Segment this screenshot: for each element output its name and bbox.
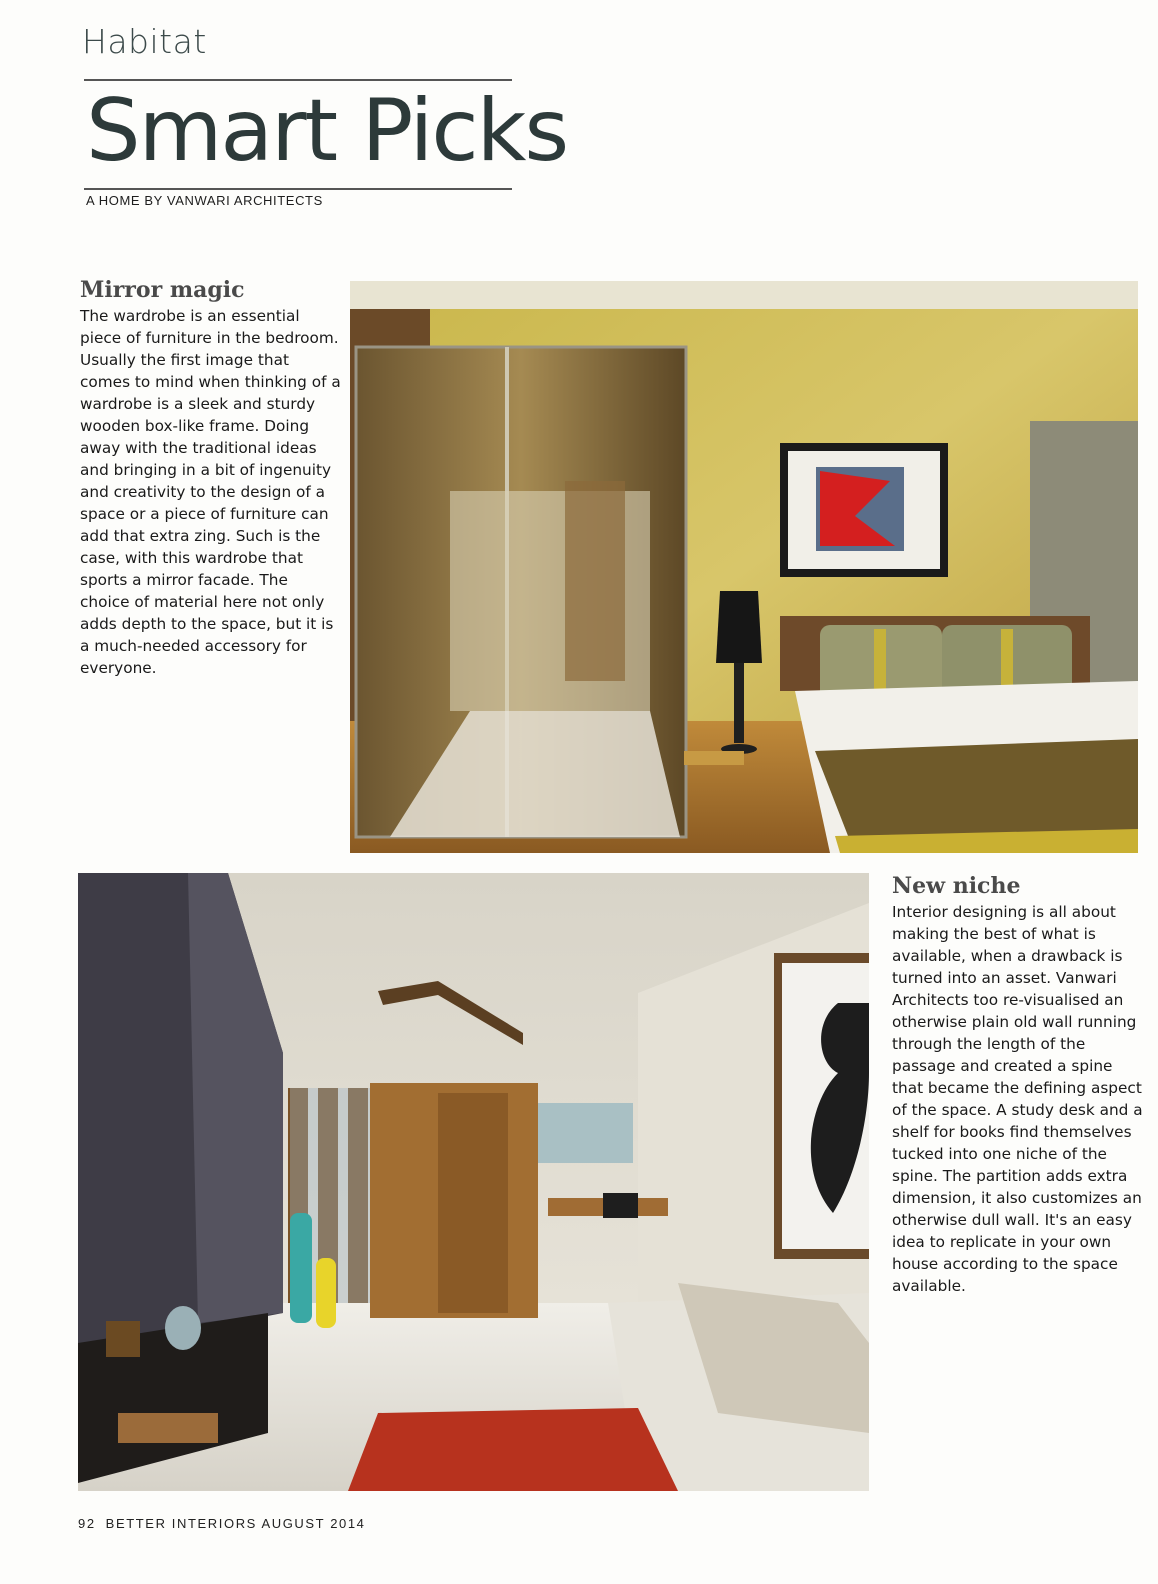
page-number: 92 [78, 1516, 96, 1531]
bedroom-wardrobe-photo [350, 281, 1138, 853]
article-new-niche [892, 874, 1144, 1297]
page-title: Smart Picks [86, 81, 568, 181]
article-heading: New niche [892, 873, 1021, 899]
living-room-partition-photo [78, 873, 869, 1491]
title-bottom-rule [84, 188, 512, 190]
section-label: Habitat [82, 22, 207, 61]
byline: A HOME BY VANWARI ARCHITECTS [86, 193, 323, 208]
article-mirror-magic [80, 278, 342, 679]
page-footer [78, 1516, 366, 1531]
publication-name: BETTER INTERIORS AUGUST 2014 [105, 1516, 366, 1531]
article-body: Interior designing is all about making the best of what is available, when a drawback is turned into an asset. Vanwari Architects too re-visualised an otherwise plain old wall running through the length of the passage and created a spine that became the defining aspect of the space. A study desk and a shelf for books find themselves tucked into one niche of the spine. The partition adds extra dimension, it also customizes an otherwise dull wall. It's an easy idea to replicate in your own house according to the space available. [892, 903, 1143, 1296]
article-heading: Mirror magic [80, 277, 245, 303]
article-body: The wardrobe is an essential piece of furniture in the bedroom. Usually the first image that comes to mind when thinking of a wardrobe is a sleek and sturdy wooden box-like frame. Doing away with the traditional ideas and bringing in a bit of ingenuity and creativity to the design of a space or a piece of furniture can add that extra zing. Such is the case, with this wardrobe that sports a mirror facade. The choice of material here not only adds depth to the space, but it is a much-needed accessory for everyone. [80, 307, 341, 678]
